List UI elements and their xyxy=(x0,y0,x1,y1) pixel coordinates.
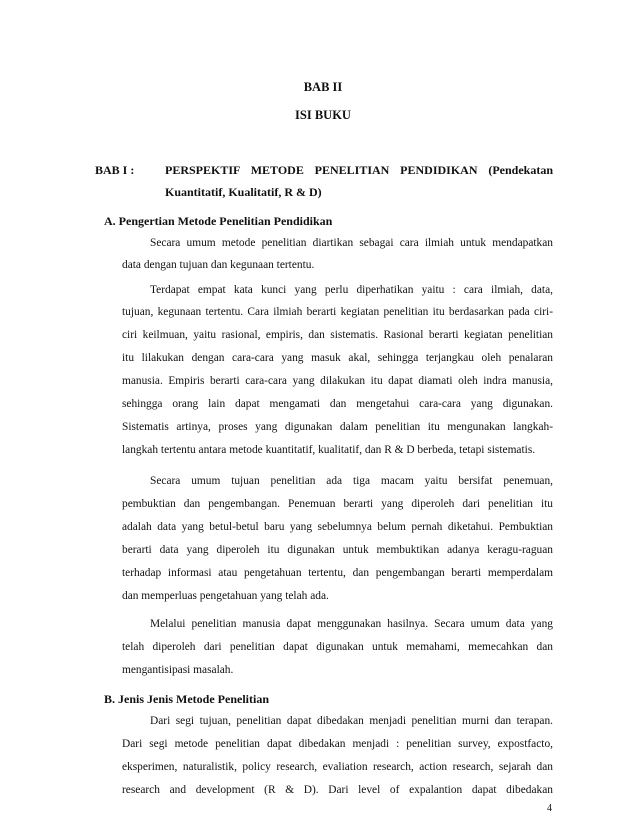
paragraph-line: sehingga orang lain dapat mengamati dan mengetahui cara-cara yang digunakan. xyxy=(122,398,553,410)
paragraph-line: Secara umum tujuan penelitian ada tiga macam yaitu bersifat penemuan, xyxy=(150,475,553,487)
paragraph-line: research and development (R & D). Dari level of expalantion dapat dibedakan xyxy=(122,784,553,796)
paragraph-line: Dari segi tujuan, penelitian dapat dibedakan menjadi penelitian murni dan terapan. xyxy=(150,715,553,727)
paragraph-line: ciri keilmuan, yaitu rasional, empiris, dan sistematis. Rasional berarti kegiatan penelitian xyxy=(122,329,553,341)
paragraph-line: adalah data yang betul-betul baru yang sebelumnya belum pernah diketahui. Pembuktian xyxy=(122,521,553,533)
paragraph-line: eksperimen, naturalistik, policy research, evaliation research, action research, sejarah dan xyxy=(122,761,553,773)
section-a-heading: A. Pengertian Metode Penelitian Pendidikan xyxy=(104,214,333,228)
paragraph-line: langkah tertentu antara metode kuantitatif, kualitatif, dan R & D berbeda, tetapi sistematis. xyxy=(122,444,536,456)
paragraph-line: Secara umum metode penelitian diartikan sebagai cara ilmiah untuk mendapatkan xyxy=(150,237,553,249)
paragraph-line: Sistematis artinya, proses yang digunakan dalam penelitian itu mengunakan langkah- xyxy=(122,421,553,433)
bab-label: BAB I : xyxy=(95,163,135,177)
paragraph-line: pembuktian dan pengembangan. Penemuan berarti yang diperoleh dari penelitian itu xyxy=(122,498,553,510)
paragraph-line: Melalui penelitian manusia dapat menggunakan hasilnya. Secara umum data yang xyxy=(150,618,553,630)
paragraph-line: manusia. Empiris berarti cara-cara yang dilakukan itu dapat diamati oleh indra manusia, xyxy=(122,375,553,387)
paragraph-line: berarti data yang diperoleh itu digunakan untuk membuktikan adanya keragu-raguan xyxy=(122,544,553,556)
bab-title-line-1: PERSPEKTIF METODE PENELITIAN PENDIDIKAN (Pendekatan xyxy=(165,163,553,177)
section-b-heading: B. Jenis Jenis Metode Penelitian xyxy=(104,692,269,706)
paragraph-line: mengantisipasi masalah. xyxy=(122,664,234,676)
paragraph-line: dan memperluas pengetahuan yang telah ada. xyxy=(122,590,329,602)
paragraph-line: terhadap informasi atau pengetahuan tertentu, dan pengembangan berarti memperdalam xyxy=(122,567,553,579)
paragraph-line: Terdapat empat kata kunci yang perlu diperhatikan yaitu : cara ilmiah, data, xyxy=(150,284,553,296)
paragraph-line: itu lilakukan dengan cara-cara yang masuk akal, sehingga terjangkau oleh penalaran xyxy=(122,352,553,364)
bab-title-line-2: Kuantitatif, Kualitatif, R & D) xyxy=(165,185,322,199)
paragraph-line: data dengan tujuan dan kegunaan tertentu. xyxy=(122,259,315,271)
chapter-title: ISI BUKU xyxy=(295,108,351,122)
chapter-number: BAB II xyxy=(303,80,343,94)
page-number: 4 xyxy=(547,803,552,814)
paragraph-line: telah diperoleh dari penelitian dapat digunakan untuk memahami, memecahkan dan xyxy=(122,641,553,653)
paragraph-line: tujuan, kegunaan tertentu. Cara ilmiah berarti kegiatan penelitian itu berdasarkan pada ciri- xyxy=(122,306,553,318)
paragraph-line: Dari segi metode penelitian dapat dibedakan menjadi : penelitian survey, expostfacto, xyxy=(122,738,553,750)
